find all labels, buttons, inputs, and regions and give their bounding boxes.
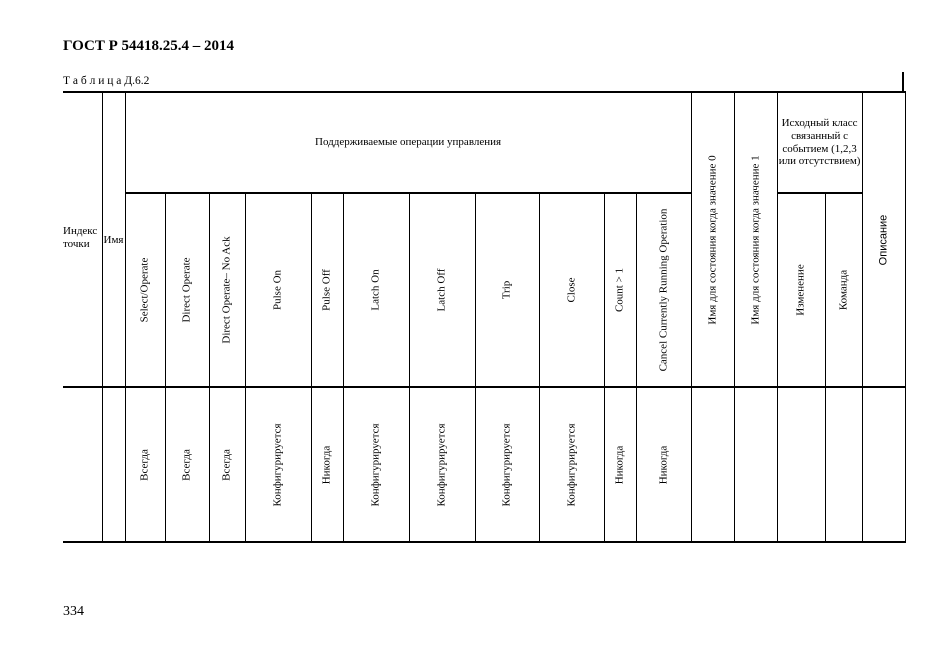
op-value-close: Конфигурируется xyxy=(565,422,578,507)
document-header: ГОСТ Р 54418.25.4 – 2014 xyxy=(63,38,235,54)
operations-group-label: Поддерживаемые операции управления xyxy=(315,136,502,149)
op-value-direct-operate: Всегда xyxy=(180,448,193,481)
operations-group-header xyxy=(125,92,691,193)
op-value-direct-operate-no-ack: Всегда xyxy=(220,448,233,481)
op-value-cell xyxy=(409,387,475,542)
op-label-pulse-on: Pulse On xyxy=(271,269,284,311)
op-label-latch-off: Latch Off xyxy=(435,268,448,312)
state1-header-cell xyxy=(734,92,777,387)
op-label-trip: Trip xyxy=(500,280,513,300)
state0-header-cell xyxy=(691,92,734,387)
col-index-header: Индекс точки xyxy=(63,225,98,250)
index-header-cell xyxy=(63,92,102,387)
op-value-pulse-on: Конфигурируется xyxy=(271,422,284,507)
op-value-pulse-off: Никогда xyxy=(320,445,333,484)
table-border-tick xyxy=(902,72,904,92)
op-value-count: Никогда xyxy=(613,445,626,484)
op-header-cell xyxy=(539,193,604,387)
col-state0-header: Имя для состояния когда значение 0 xyxy=(706,154,719,325)
op-value-cell xyxy=(245,387,311,542)
source-class-header-cell xyxy=(777,92,862,193)
value-cell-state0 xyxy=(691,387,734,542)
value-cell-command xyxy=(825,387,862,542)
op-value-cell xyxy=(604,387,636,542)
op-label-count: Count > 1 xyxy=(613,267,626,313)
col-change-header: Изменение xyxy=(794,264,807,316)
op-value-cell xyxy=(311,387,343,542)
op-header-cell xyxy=(475,193,539,387)
op-value-cell xyxy=(343,387,409,542)
op-header-cell xyxy=(604,193,636,387)
op-label-close: Close xyxy=(565,277,578,303)
op-header-cell xyxy=(311,193,343,387)
page-number: 334 xyxy=(63,604,84,619)
op-header-cell xyxy=(125,193,165,387)
value-cell-index xyxy=(63,387,102,542)
op-label-latch-on: Latch On xyxy=(369,269,382,311)
op-label-select-operate: Select/Operate xyxy=(138,257,151,323)
op-header-cell xyxy=(245,193,311,387)
op-value-trip: Конфигурируется xyxy=(500,422,513,507)
op-header-cell xyxy=(409,193,475,387)
op-header-cell xyxy=(343,193,409,387)
col-description-header: Описание xyxy=(877,214,890,265)
change-header-cell xyxy=(777,193,825,387)
op-header-cell xyxy=(209,193,245,387)
col-source-class-header: Исходный класс связанный с событием (1,2,3 или отсутствием) xyxy=(778,117,861,168)
col-command-header: Команда xyxy=(837,269,850,311)
op-value-cell xyxy=(125,387,165,542)
op-label-pulse-off: Pulse Off xyxy=(320,269,333,311)
value-cell-change xyxy=(777,387,825,542)
op-label-cancel-running: Cancel Currently Running Operation xyxy=(657,208,670,372)
description-header-cell xyxy=(862,92,905,387)
command-header-cell xyxy=(825,193,862,387)
op-value-cell xyxy=(475,387,539,542)
op-value-cell xyxy=(539,387,604,542)
value-cell-description xyxy=(862,387,905,542)
op-value-select-operate: Всегда xyxy=(138,448,151,481)
col-name-header: Имя xyxy=(103,234,124,246)
op-value-cell xyxy=(636,387,691,542)
op-header-cell xyxy=(636,193,691,387)
control-operations-table xyxy=(63,91,906,543)
op-value-cell xyxy=(209,387,245,542)
value-cell-name xyxy=(102,387,125,542)
op-value-latch-off: Конфигурируется xyxy=(435,422,448,507)
value-cell-state1 xyxy=(734,387,777,542)
op-value-cancel-running: Никогда xyxy=(657,445,670,484)
op-value-latch-on: Конфигурируется xyxy=(369,422,382,507)
name-header-cell xyxy=(102,92,125,387)
table-caption: Т а б л и ц а Д.6.2 xyxy=(63,75,150,87)
op-header-cell xyxy=(165,193,209,387)
op-label-direct-operate-no-ack: Direct Operate– No Ack xyxy=(220,236,233,344)
col-state1-header: Имя для состояния когда значение 1 xyxy=(749,154,762,325)
op-label-direct-operate: Direct Operate xyxy=(180,257,193,323)
op-value-cell xyxy=(165,387,209,542)
